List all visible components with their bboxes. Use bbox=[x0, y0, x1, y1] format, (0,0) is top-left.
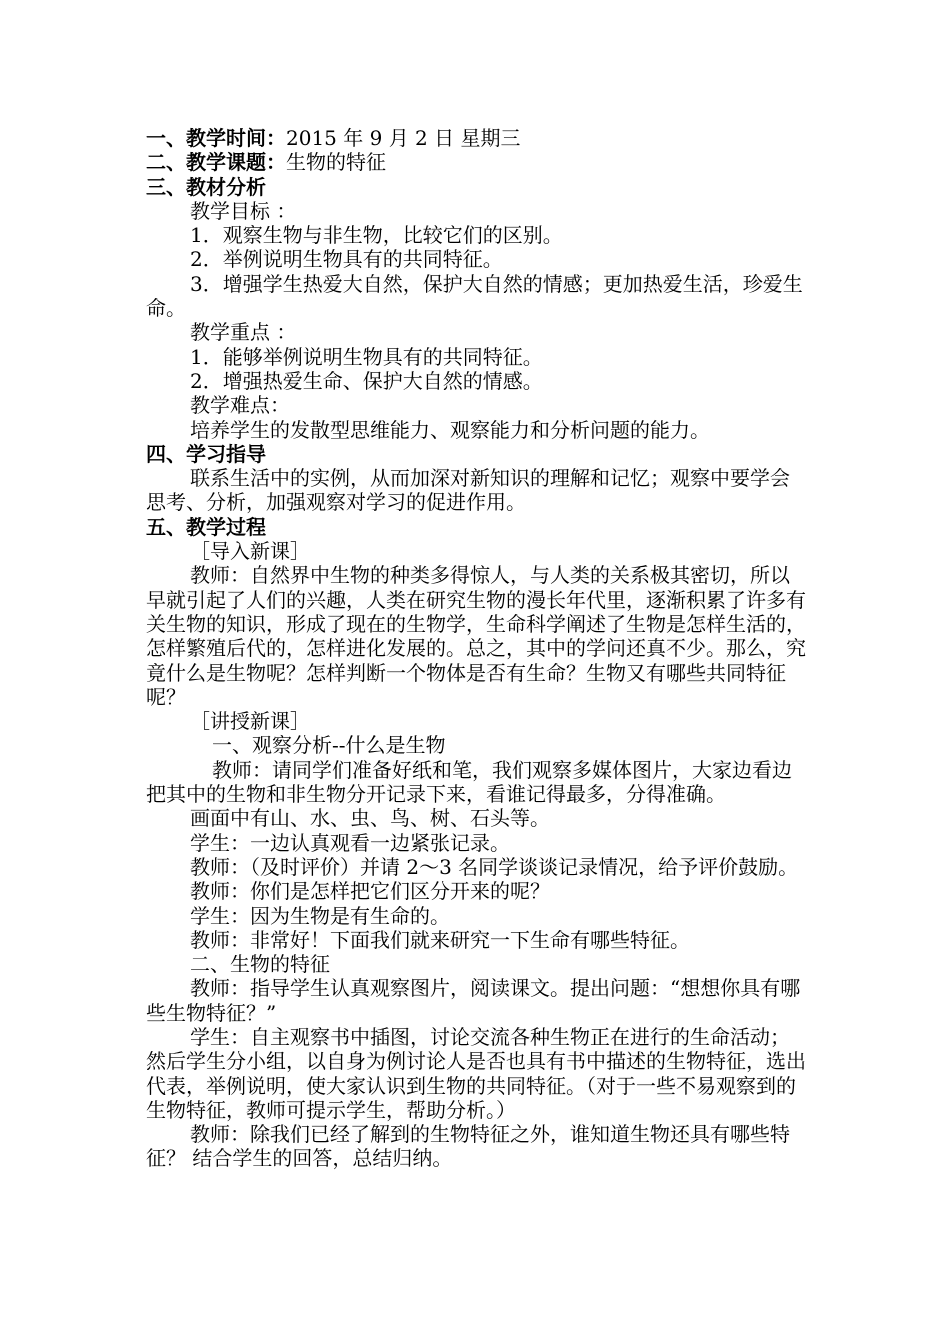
section-heading: 五、教学过程 bbox=[146, 514, 266, 539]
paragraph: 学生：一边认真观看一边紧张记录。 bbox=[190, 830, 510, 855]
paragraph: 教师：指导学生认真观察图片，阅读课文。提出问题：“想想你具有哪些生物特征？” bbox=[146, 976, 801, 1025]
paragraph: 教师：（及时评价）并请 2～3 名同学谈谈记录情况，给予评价鼓励。 bbox=[190, 854, 799, 879]
key-item: 1．能够举例说明生物具有的共同特征。 bbox=[190, 344, 543, 369]
lesson-topic: 生物的特征 bbox=[286, 150, 386, 175]
document-body bbox=[146, 126, 806, 1171]
key-item: 2．增强热爱生命、保护大自然的情感。 bbox=[190, 368, 543, 393]
teach-label: ［讲授新课］ bbox=[190, 709, 310, 734]
intro-paragraph: 教师：自然界中生物的种类多得惊人，与人类的关系极其密切，所以早就引起了人们的兴趣，人类在研究生物的漫长年代里，逐渐积累了许多有关生物的知识，形成了现在的生物学，生命科学阐述了生物是怎样生活的，怎样繁殖后代的，怎样进化发展的。总之，其中的学问还真不少。那么，究竟什么是生物呢？怎样判断一个物体是否有生命？生物又有哪些共同特征呢？ bbox=[146, 563, 806, 709]
study-guide-text: 联系生活中的实例，从而加深对新知识的理解和记忆；观察中要学会思考、分析，加强观察对学习的促进作用。 bbox=[146, 466, 790, 515]
lesson-date: 2015 年 9 月 2 日 星期三 bbox=[286, 126, 521, 150]
paragraph: 学生：因为生物是有生命的。 bbox=[190, 903, 450, 928]
intro-label: ［导入新课］ bbox=[190, 539, 310, 564]
section-topic bbox=[146, 150, 806, 174]
paragraph: 教师：请同学们准备好纸和笔，我们观察多媒体图片，大家边看边把其中的生物和非生物分开记录下来，看谁记得最多，分得准确。 bbox=[146, 757, 792, 807]
section-time bbox=[146, 126, 806, 150]
key-label: 教学重点 ： bbox=[190, 320, 297, 345]
part-heading: 一、观察分析--什么是生物 bbox=[212, 733, 446, 758]
paragraph: 学生：自主观察书中插图，讨论交流各种生物正在进行的生命活动；然后学生分小组，以自身为例讨论人是否也具有书中描述的生物特征，选出代表，举例说明，使大家认识到生物的共同特征。（对于一些不易观察到的生物特征，教师可提示学生，帮助分析。） bbox=[146, 1024, 806, 1122]
paragraph: 教师：你们是怎样把它们区分开来的呢？ bbox=[190, 879, 550, 904]
goal-label: 教学目标 ： bbox=[190, 198, 297, 223]
section-heading: 一、教学时间： bbox=[146, 126, 286, 150]
paragraph: 教师：除我们已经了解到的生物特征之外，谁知道生物还具有哪些特征？ 结合学生的回答，总结归纳。 bbox=[146, 1122, 790, 1171]
paragraph: 教师：非常好！下面我们就来研究一下生命有哪些特征。 bbox=[190, 927, 690, 952]
goal-item: 2．举例说明生物具有的共同特征。 bbox=[190, 247, 503, 272]
goal-item: 1．观察生物与非生物，比较它们的区别。 bbox=[190, 223, 563, 248]
goal-item: 3．增强学生热爱大自然，保护大自然的情感；更加热爱生活，珍爱生命。 bbox=[146, 271, 803, 321]
paragraph: 画面中有山、水、虫、鸟、树、石头等。 bbox=[190, 806, 550, 831]
section-heading: 三、教材分析 bbox=[146, 174, 266, 199]
difficulty-text: 培养学生的发散型思维能力、观察能力和分析问题的能力。 bbox=[190, 417, 710, 442]
section-heading: 二、教学课题： bbox=[146, 150, 286, 175]
section-heading: 四、学习指导 bbox=[146, 441, 266, 466]
difficulty-label: 教学难点： bbox=[190, 393, 290, 418]
part-heading: 二、生物的特征 bbox=[190, 952, 330, 977]
